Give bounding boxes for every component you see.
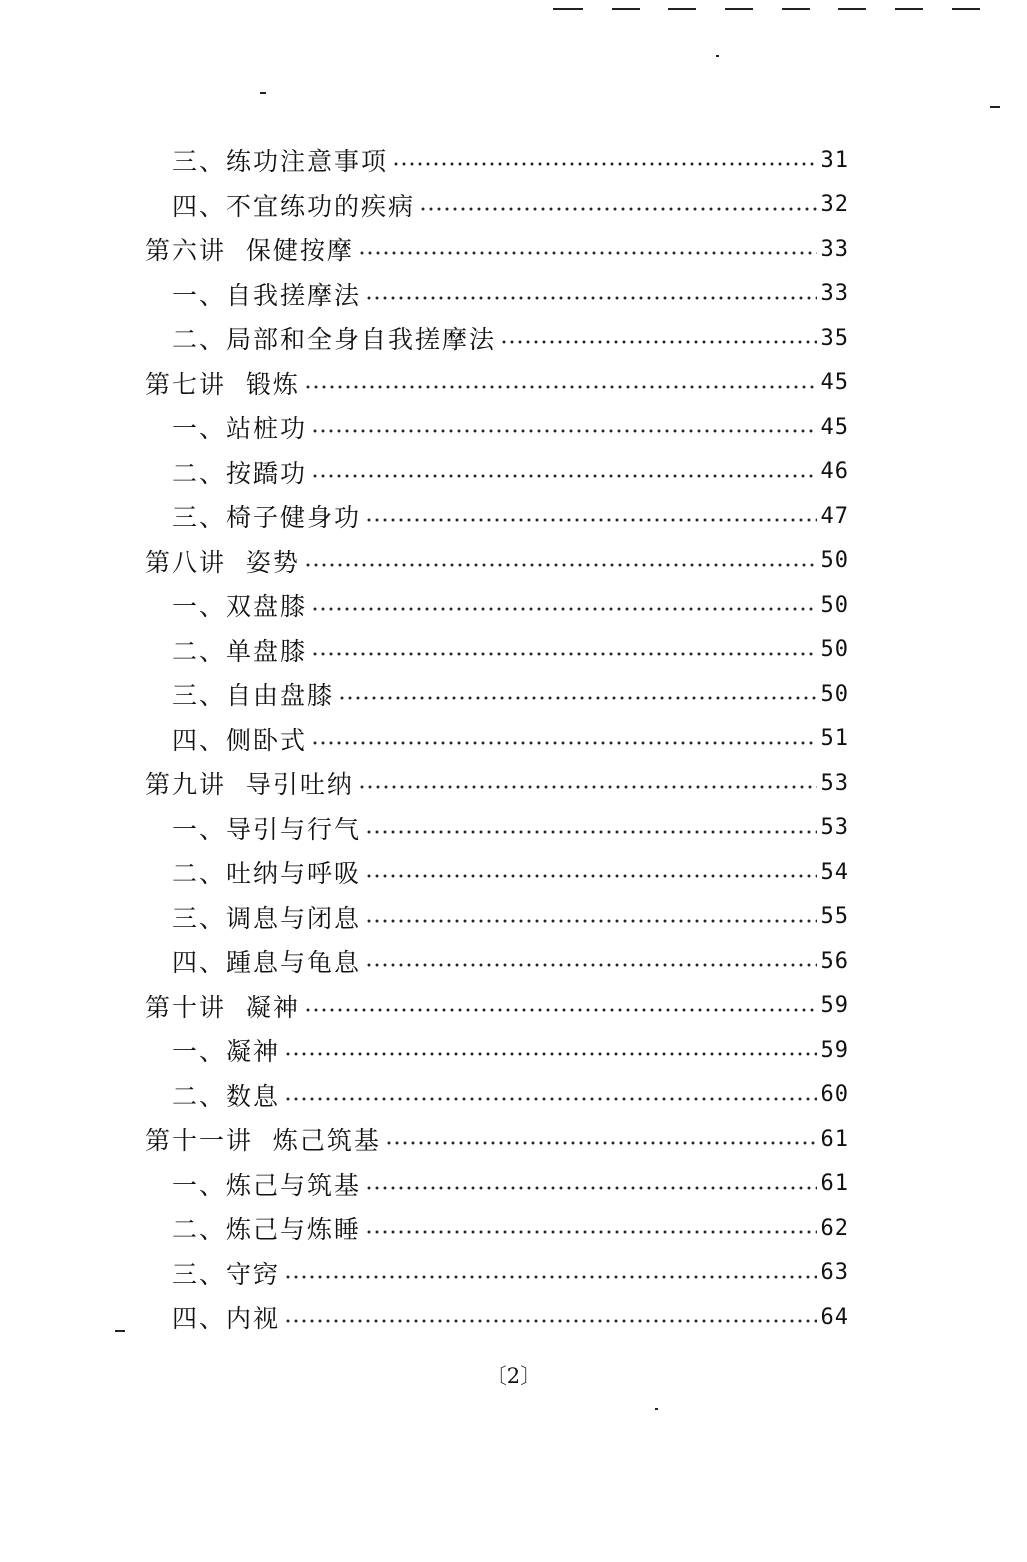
entry-title: 第十一讲 炼己筑基 (145, 1126, 381, 1156)
toc-section-entry (0, 717, 1027, 762)
entry-title: 二、数息 (172, 1081, 281, 1111)
entry-title: 四、踵息与龟息 (172, 948, 362, 978)
entry-page-number: 60 (820, 1082, 849, 1108)
page-number: 〔2〕 (485, 1364, 542, 1388)
dot-leader (284, 1052, 816, 1056)
dot-leader (358, 785, 817, 789)
entry-page-number: 53 (820, 770, 849, 796)
entry-title: 一、凝神 (172, 1037, 281, 1067)
toc-section-entry (0, 138, 1027, 183)
entry-title: 三、调息与闭息 (172, 903, 362, 933)
entry-page-number: 32 (820, 192, 849, 218)
entry-title: 一、站桩功 (172, 414, 308, 444)
dot-leader (365, 874, 816, 878)
entry-title: 二、炼己与炼睡 (172, 1215, 362, 1245)
toc-section-entry (0, 628, 1027, 673)
dot-leader (311, 741, 816, 745)
toc-section-entry (0, 1162, 1027, 1207)
toc-section-entry (0, 405, 1027, 450)
dot-leader (284, 1319, 816, 1323)
entry-page-number: 46 (820, 459, 849, 485)
dot-leader (304, 385, 817, 389)
entry-title: 三、椅子健身功 (172, 503, 362, 533)
entry-page-number: 59 (820, 1037, 849, 1063)
entry-page-number: 56 (820, 948, 849, 974)
dot-leader (365, 1230, 816, 1234)
entry-page-number: 61 (820, 1171, 849, 1197)
toc-section-entry (0, 1073, 1027, 1118)
entry-page-number: 31 (820, 147, 849, 173)
dot-leader (365, 830, 816, 834)
dot-leader (385, 1141, 817, 1145)
dot-leader (304, 563, 817, 567)
dot-leader (365, 1186, 816, 1190)
dot-leader (365, 919, 816, 923)
toc-section-entry (0, 316, 1027, 361)
toc-section-entry (0, 1251, 1027, 1296)
entry-page-number: 50 (820, 637, 849, 663)
entry-title: 二、按蹻功 (172, 458, 308, 488)
entry-page-number: 51 (820, 726, 849, 752)
toc-section-entry (0, 850, 1027, 895)
toc-section-entry (0, 494, 1027, 539)
toc-chapter-entry (0, 761, 1027, 806)
entry-page-number: 62 (820, 1215, 849, 1241)
entry-page-number: 59 (820, 993, 849, 1019)
toc-chapter-entry (0, 539, 1027, 584)
entry-page-number: 63 (820, 1260, 849, 1286)
entry-page-number: 61 (820, 1126, 849, 1152)
toc-section-entry (0, 450, 1027, 495)
entry-title: 三、练功注意事项 (172, 147, 389, 177)
toc-section-entry (0, 895, 1027, 940)
entry-title: 第九讲 导引吐纳 (145, 770, 354, 800)
entry-page-number: 50 (820, 548, 849, 574)
dot-leader (338, 696, 816, 700)
toc-section-entry (0, 272, 1027, 317)
entry-page-number: 33 (820, 281, 849, 307)
toc-chapter-entry (0, 984, 1027, 1029)
toc-chapter-entry (0, 227, 1027, 272)
entry-title: 四、侧卧式 (172, 725, 308, 755)
entry-title: 第十讲 凝神 (145, 992, 300, 1022)
dot-leader (284, 1097, 816, 1101)
entry-page-number: 50 (820, 592, 849, 618)
toc-section-entry (0, 183, 1027, 228)
toc-section-entry (0, 806, 1027, 851)
entry-title: 一、炼己与筑基 (172, 1170, 362, 1200)
table-of-contents (0, 138, 1027, 1340)
entry-title: 四、内视 (172, 1304, 281, 1334)
entry-page-number: 35 (820, 325, 849, 351)
entry-page-number: 53 (820, 815, 849, 841)
dot-leader (419, 207, 816, 211)
entry-page-number: 64 (820, 1304, 849, 1330)
dot-leader (311, 607, 816, 611)
entry-title: 三、守窍 (172, 1259, 281, 1289)
dot-leader (392, 162, 816, 166)
entry-title: 第八讲 姿势 (145, 547, 300, 577)
entry-title: 一、双盘膝 (172, 592, 308, 622)
dot-leader (365, 963, 816, 967)
entry-page-number: 54 (820, 859, 849, 885)
dot-leader (358, 251, 817, 255)
toc-section-entry (0, 939, 1027, 984)
dot-leader (311, 429, 816, 433)
entry-title: 二、局部和全身自我搓摩法 (172, 325, 497, 355)
dot-leader (284, 1275, 816, 1279)
toc-section-entry (0, 1028, 1027, 1073)
entry-title: 一、自我搓摩法 (172, 280, 362, 310)
dot-leader (365, 518, 816, 522)
toc-section-entry (0, 1206, 1027, 1251)
entry-title: 四、不宜练功的疾病 (172, 191, 416, 221)
entry-page-number: 45 (820, 414, 849, 440)
dot-leader (304, 1008, 817, 1012)
dot-leader (500, 340, 816, 344)
toc-section-entry (0, 583, 1027, 628)
toc-chapter-entry (0, 1117, 1027, 1162)
dot-leader (311, 652, 816, 656)
dot-leader (365, 296, 816, 300)
toc-section-entry (0, 672, 1027, 717)
entry-page-number: 33 (820, 236, 849, 262)
entry-title: 第六讲 保健按摩 (145, 236, 354, 266)
toc-chapter-entry (0, 361, 1027, 406)
entry-title: 二、吐纳与呼吸 (172, 859, 362, 889)
entry-page-number: 45 (820, 370, 849, 396)
entry-title: 第七讲 锻炼 (145, 369, 300, 399)
entry-title: 一、导引与行气 (172, 814, 362, 844)
entry-page-number: 55 (820, 904, 849, 930)
toc-section-entry (0, 1295, 1027, 1340)
entry-page-number: 47 (820, 503, 849, 529)
entry-page-number: 50 (820, 681, 849, 707)
dot-leader (311, 474, 816, 478)
entry-title: 二、单盘膝 (172, 636, 308, 666)
entry-title: 三、自由盘膝 (172, 681, 335, 711)
